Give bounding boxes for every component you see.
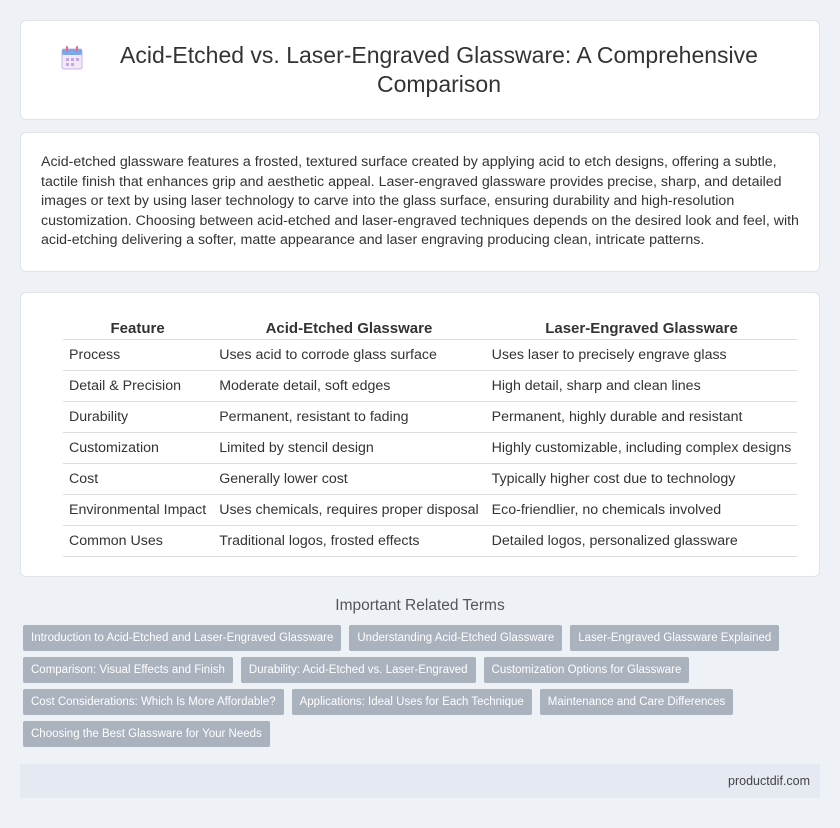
- table-cell: Environmental Impact: [63, 495, 213, 526]
- table-cell: Detail & Precision: [63, 371, 213, 402]
- column-header: Acid-Etched Glassware: [213, 313, 485, 340]
- footer-brand[interactable]: productdif.com: [728, 774, 810, 788]
- table-cell: Typically higher cost due to technology: [485, 464, 797, 495]
- column-header: Laser-Engraved Glassware: [485, 313, 797, 340]
- table-cell: Moderate detail, soft edges: [213, 371, 485, 402]
- table-row: [63, 340, 797, 371]
- table-row: [63, 371, 797, 402]
- title-wrap: [60, 41, 780, 99]
- table-cell: Uses acid to corrode glass surface: [213, 340, 485, 371]
- intro-paragraph: Acid-etched glassware features a frosted, textured surface created by applying acid to etch designs, offering a subtle, tactile finish that enhances grip and aesthetic appeal. Laser-engraved glassware provides precise, sharp, and detailed images or text by using laser technology to carve into the glass surface, ensuring durability and high-resolution customization. Choosing between acid-etched and laser-engraved techniques depends on the desired look and feel, with acid-etching delivering a softer, matte appearance and laser engraving producing clean, intricate patterns.: [41, 154, 799, 249]
- related-terms-section: [20, 597, 820, 747]
- related-tag[interactable]: Customization Options for Glassware: [484, 657, 690, 683]
- comparison-table: [63, 313, 797, 557]
- table-cell: Highly customizable, including complex designs: [485, 433, 797, 464]
- table-cell: Uses chemicals, requires proper disposal: [213, 495, 485, 526]
- table-row: [63, 495, 797, 526]
- table-cell: Cost: [63, 464, 213, 495]
- table-cell: High detail, sharp and clean lines: [485, 371, 797, 402]
- related-tag[interactable]: Applications: Ideal Uses for Each Technique: [292, 689, 532, 715]
- table-cell: Eco-friendlier, no chemicals involved: [485, 495, 797, 526]
- related-tag[interactable]: Introduction to Acid-Etched and Laser-Engraved Glassware: [23, 625, 341, 651]
- table-row: [63, 464, 797, 495]
- table-row: [63, 402, 797, 433]
- table-cell: Uses laser to precisely engrave glass: [485, 340, 797, 371]
- related-tag[interactable]: Choosing the Best Glassware for Your Needs: [23, 721, 270, 747]
- intro-card: [20, 132, 820, 272]
- related-tag[interactable]: Durability: Acid-Etched vs. Laser-Engraved: [241, 657, 476, 683]
- table-cell: Process: [63, 340, 213, 371]
- footer: [20, 764, 820, 798]
- related-tag[interactable]: Comparison: Visual Effects and Finish: [23, 657, 233, 683]
- page-title: Acid-Etched vs. Laser-Engraved Glassware: A Comprehensive Comparison: [120, 42, 758, 97]
- table-cell: Common Uses: [63, 526, 213, 557]
- table-cell: Durability: [63, 402, 213, 433]
- calendar-icon: [60, 45, 84, 71]
- related-tag[interactable]: Understanding Acid-Etched Glassware: [349, 625, 562, 651]
- table-cell: Generally lower cost: [213, 464, 485, 495]
- table-cell: Customization: [63, 433, 213, 464]
- table-header-row: [63, 313, 797, 340]
- table-cell: Limited by stencil design: [213, 433, 485, 464]
- related-tag[interactable]: Laser-Engraved Glassware Explained: [570, 625, 779, 651]
- related-tag[interactable]: Maintenance and Care Differences: [540, 689, 734, 715]
- table-cell: Traditional logos, frosted effects: [213, 526, 485, 557]
- table-cell: Permanent, resistant to fading: [213, 402, 485, 433]
- related-terms-title: Important Related Terms: [335, 597, 505, 614]
- related-tags: [20, 625, 813, 747]
- table-cell: Detailed logos, personalized glassware: [485, 526, 797, 557]
- title-card: [20, 20, 820, 120]
- table-cell: Permanent, highly durable and resistant: [485, 402, 797, 433]
- related-tag[interactable]: Cost Considerations: Which Is More Affordable?: [23, 689, 284, 715]
- table-row: [63, 433, 797, 464]
- column-header: Feature: [63, 313, 213, 340]
- table-row: [63, 526, 797, 557]
- comparison-card: [20, 292, 820, 577]
